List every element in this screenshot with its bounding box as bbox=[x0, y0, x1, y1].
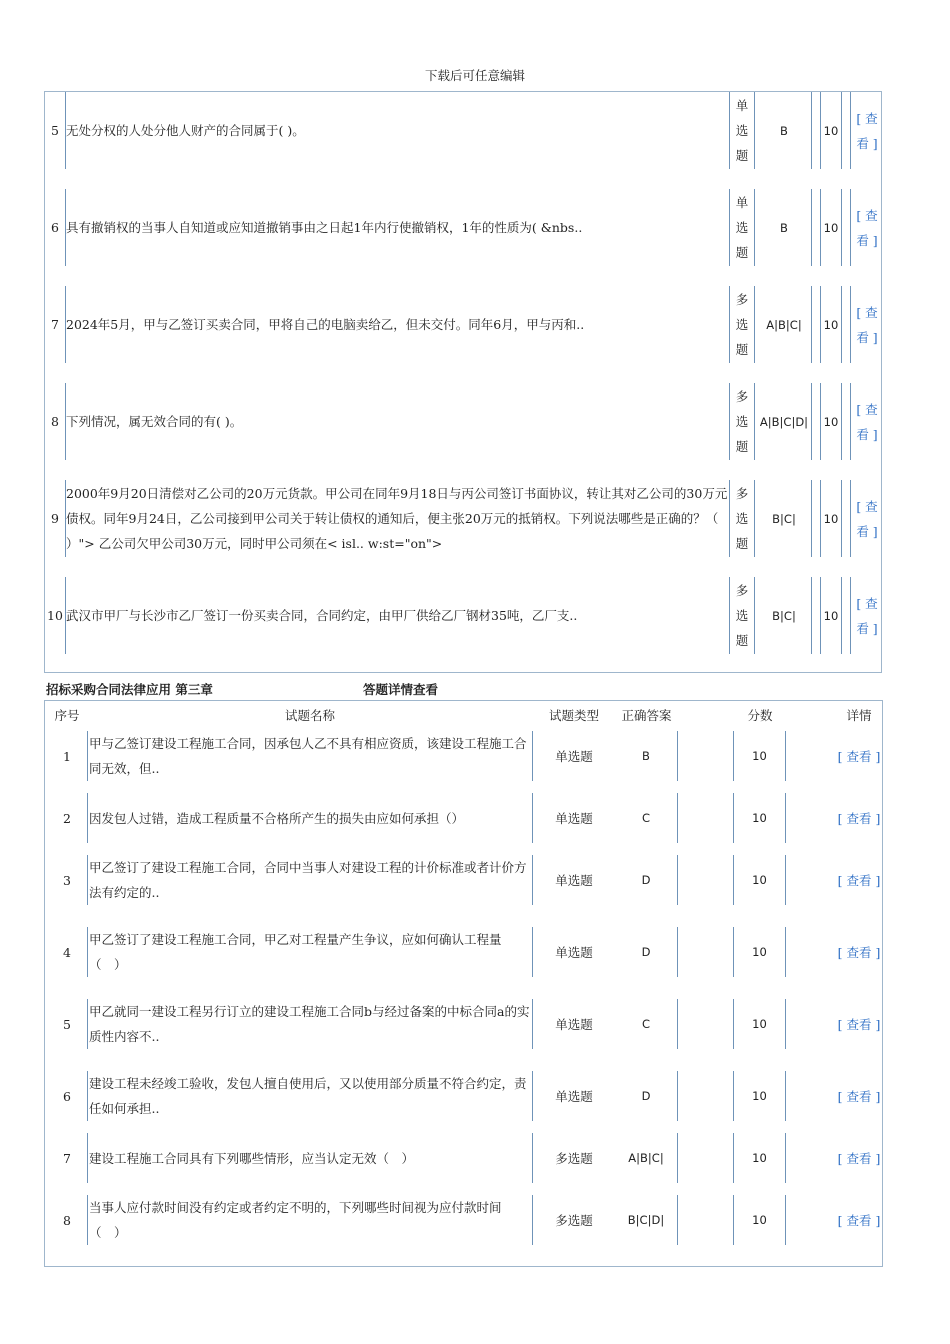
table-row bbox=[45, 383, 883, 460]
row-number: 2 bbox=[63, 810, 71, 826]
view-detail-link[interactable]: [ 查看 ] bbox=[837, 1089, 881, 1104]
score: 10 bbox=[734, 1071, 786, 1121]
empty-cell bbox=[786, 855, 834, 905]
empty-cell bbox=[786, 999, 834, 1049]
table-row bbox=[45, 855, 884, 905]
correct-answer: D bbox=[615, 1071, 678, 1121]
correct-answer: A|B|C| bbox=[766, 317, 802, 332]
row-number: 5 bbox=[51, 123, 59, 138]
question-title: 当事人应付款时间没有约定或者约定不明的，下列哪些时间视为应付款时间（ ） bbox=[87, 1195, 533, 1245]
header-note: 下载后可任意编辑 bbox=[424, 68, 525, 83]
row-number: 10 bbox=[47, 608, 63, 623]
correct-answer: A|B|C| bbox=[615, 1133, 678, 1183]
header-answer: 正确答案 bbox=[621, 708, 672, 723]
score: 10 bbox=[734, 1195, 786, 1245]
empty-cell bbox=[678, 927, 734, 977]
empty-cell bbox=[811, 92, 821, 169]
question-title: 建设工程施工合同具有下列哪些情形，应当认定无效（ ） bbox=[87, 1133, 533, 1183]
correct-answer: D bbox=[615, 855, 678, 905]
empty-cell bbox=[678, 1071, 734, 1121]
row-number: 3 bbox=[63, 872, 71, 888]
empty-cell bbox=[678, 1195, 734, 1245]
section-title: 招标采购合同法律应用 第三章 bbox=[46, 682, 213, 697]
view-detail-link[interactable]: [ 查看 ] bbox=[856, 110, 878, 151]
view-detail-link[interactable]: [ 查看 ] bbox=[837, 873, 881, 888]
correct-answer: D bbox=[615, 927, 678, 977]
results-table-chapter3 bbox=[44, 700, 883, 1267]
view-detail-link[interactable]: [ 查看 ] bbox=[856, 595, 878, 636]
table-row bbox=[45, 793, 884, 843]
empty-cell bbox=[678, 793, 734, 843]
empty-cell bbox=[786, 793, 834, 843]
score: 10 bbox=[734, 999, 786, 1049]
question-type: 多选题 bbox=[555, 1151, 593, 1166]
view-detail-link[interactable]: [ 查看 ] bbox=[856, 498, 878, 539]
table-row bbox=[45, 286, 883, 363]
correct-answer: C bbox=[615, 999, 678, 1049]
empty-cell bbox=[841, 92, 851, 169]
view-detail-link[interactable]: [ 查看 ] bbox=[837, 1213, 881, 1228]
empty-cell bbox=[678, 731, 734, 781]
header-type: 试题类型 bbox=[548, 708, 599, 723]
table-row bbox=[45, 731, 884, 781]
row-number: 8 bbox=[51, 414, 59, 429]
header-detail: 详情 bbox=[846, 708, 872, 723]
question-type: 多选题 bbox=[729, 577, 755, 654]
empty-cell bbox=[786, 1071, 834, 1121]
empty-cell bbox=[786, 1133, 834, 1183]
empty-cell bbox=[678, 855, 734, 905]
score: 10 bbox=[823, 414, 839, 429]
question-type: 多选题 bbox=[729, 383, 755, 460]
empty-cell bbox=[811, 383, 821, 460]
score: 10 bbox=[734, 927, 786, 977]
question-title: 无处分权的人处分他人财产的合同属于( )。 bbox=[65, 92, 729, 169]
score: 10 bbox=[734, 855, 786, 905]
empty-cell bbox=[811, 286, 821, 363]
correct-answer: B|C| bbox=[772, 511, 796, 526]
table-row bbox=[45, 480, 883, 557]
view-detail-link[interactable]: [ 查看 ] bbox=[856, 207, 878, 248]
section-subtitle: 答题详情查看 bbox=[363, 682, 439, 697]
question-title: 2000年9月20日清偿对乙公司的20万元货款。甲公司在同年9月18日与丙公司签订书面协议，转让其对乙公司的30万元债权。同年9月24日，乙公司接到甲公司关于转让债权的通知后，便主张20万元的抵销权。下列说法哪些是正确的？（ ）"> 乙公司欠甲公司30万元，同时甲公司须在< isl.. w:st="on"> bbox=[65, 480, 729, 557]
row-number: 1 bbox=[63, 748, 71, 764]
score: 10 bbox=[734, 793, 786, 843]
question-title: 甲与乙签订建设工程施工合同，因承包人乙不具有相应资质，该建设工程施工合同无效，但.. bbox=[87, 731, 533, 781]
empty-cell bbox=[811, 189, 821, 266]
table-row bbox=[45, 1133, 884, 1183]
table-row bbox=[45, 92, 883, 169]
question-type: 单选题 bbox=[555, 873, 593, 888]
question-title: 下列情况，属无效合同的有( )。 bbox=[65, 383, 729, 460]
table-row bbox=[45, 1071, 884, 1121]
table-row bbox=[45, 1195, 884, 1245]
question-type: 多选题 bbox=[729, 286, 755, 363]
row-number: 9 bbox=[51, 511, 59, 526]
header-num: 序号 bbox=[54, 708, 80, 723]
view-detail-link[interactable]: [ 查看 ] bbox=[837, 945, 881, 960]
correct-answer: C bbox=[615, 793, 678, 843]
view-detail-link[interactable]: [ 查看 ] bbox=[837, 749, 881, 764]
question-type: 单选题 bbox=[729, 92, 755, 169]
score: 10 bbox=[823, 511, 839, 526]
empty-cell bbox=[786, 927, 834, 977]
table-row bbox=[45, 999, 884, 1049]
empty-cell bbox=[841, 383, 851, 460]
question-type: 单选题 bbox=[555, 749, 593, 764]
question-type: 单选题 bbox=[555, 1017, 593, 1032]
view-detail-link[interactable]: [ 查看 ] bbox=[837, 1151, 881, 1166]
score: 10 bbox=[823, 123, 839, 138]
score: 10 bbox=[734, 731, 786, 781]
empty-cell bbox=[811, 480, 821, 557]
question-title: 建设工程未经竣工验收，发包人擅自使用后，又以使用部分质量不符合约定，责任如何承担.. bbox=[87, 1071, 533, 1121]
question-type: 单选题 bbox=[555, 945, 593, 960]
question-title: 2024年5月，甲与乙签订买卖合同，甲将自己的电脑卖给乙，但未交付。同年6月，甲与丙和.. bbox=[65, 286, 729, 363]
question-title: 武汉市甲厂与长沙市乙厂签订一份买卖合同，合同约定，由甲厂供给乙厂钢材35吨，乙厂支.. bbox=[65, 577, 729, 654]
question-title: 甲乙签订了建设工程施工合同，甲乙对工程量产生争议，应如何确认工程量（ ） bbox=[87, 927, 533, 977]
correct-answer: B|C|D| bbox=[615, 1195, 678, 1245]
row-number: 7 bbox=[51, 317, 59, 332]
header-score: 分数 bbox=[747, 708, 773, 723]
empty-cell bbox=[811, 577, 821, 654]
empty-cell bbox=[786, 731, 834, 781]
table-row bbox=[45, 577, 883, 654]
empty-cell bbox=[678, 1133, 734, 1183]
view-detail-link[interactable]: [ 查看 ] bbox=[837, 811, 881, 826]
correct-answer: B bbox=[780, 220, 788, 235]
question-title: 甲乙签订了建设工程施工合同，合同中当事人对建设工程的计价标准或者计价方法有约定的.. bbox=[87, 855, 533, 905]
empty-cell bbox=[841, 189, 851, 266]
correct-answer: B|C| bbox=[772, 608, 796, 623]
question-type: 单选题 bbox=[555, 1089, 593, 1104]
row-number: 5 bbox=[63, 1016, 71, 1032]
view-detail-link[interactable]: [ 查看 ] bbox=[837, 1017, 881, 1032]
question-title: 因发包人过错，造成工程质量不合格所产生的损失由应如何承担（） bbox=[87, 793, 533, 843]
question-type: 单选题 bbox=[729, 189, 755, 266]
view-detail-link[interactable]: [ 查看 ] bbox=[856, 304, 878, 345]
correct-answer: A|B|C|D| bbox=[759, 414, 809, 429]
question-type: 多选题 bbox=[555, 1213, 593, 1228]
view-detail-link[interactable]: [ 查看 ] bbox=[856, 401, 878, 442]
row-number: 6 bbox=[51, 220, 59, 235]
table-row bbox=[45, 927, 884, 977]
question-type: 单选题 bbox=[555, 811, 593, 826]
table-row bbox=[45, 189, 883, 266]
results-table-part1 bbox=[44, 91, 882, 673]
question-type: 多选题 bbox=[729, 480, 755, 557]
empty-cell bbox=[678, 999, 734, 1049]
question-title: 甲乙就同一建设工程另行订立的建设工程施工合同b与经过备案的中标合同a的实质性内容不.. bbox=[87, 999, 533, 1049]
correct-answer: B bbox=[780, 123, 788, 138]
empty-cell bbox=[841, 480, 851, 557]
score: 10 bbox=[734, 1133, 786, 1183]
row-number: 4 bbox=[63, 944, 71, 960]
row-number: 6 bbox=[63, 1088, 71, 1104]
row-number: 7 bbox=[63, 1150, 71, 1166]
score: 10 bbox=[823, 317, 839, 332]
empty-cell bbox=[786, 1195, 834, 1245]
row-number: 8 bbox=[63, 1212, 71, 1228]
question-title: 具有撤销权的当事人自知道或应知道撤销事由之日起1年内行使撤销权，1年的性质为( &nbs.. bbox=[65, 189, 729, 266]
header-question: 试题名称 bbox=[284, 708, 335, 723]
correct-answer: B bbox=[615, 731, 678, 781]
score: 10 bbox=[823, 220, 839, 235]
score: 10 bbox=[823, 608, 839, 623]
empty-cell bbox=[841, 286, 851, 363]
empty-cell bbox=[841, 577, 851, 654]
table-header bbox=[45, 701, 884, 731]
